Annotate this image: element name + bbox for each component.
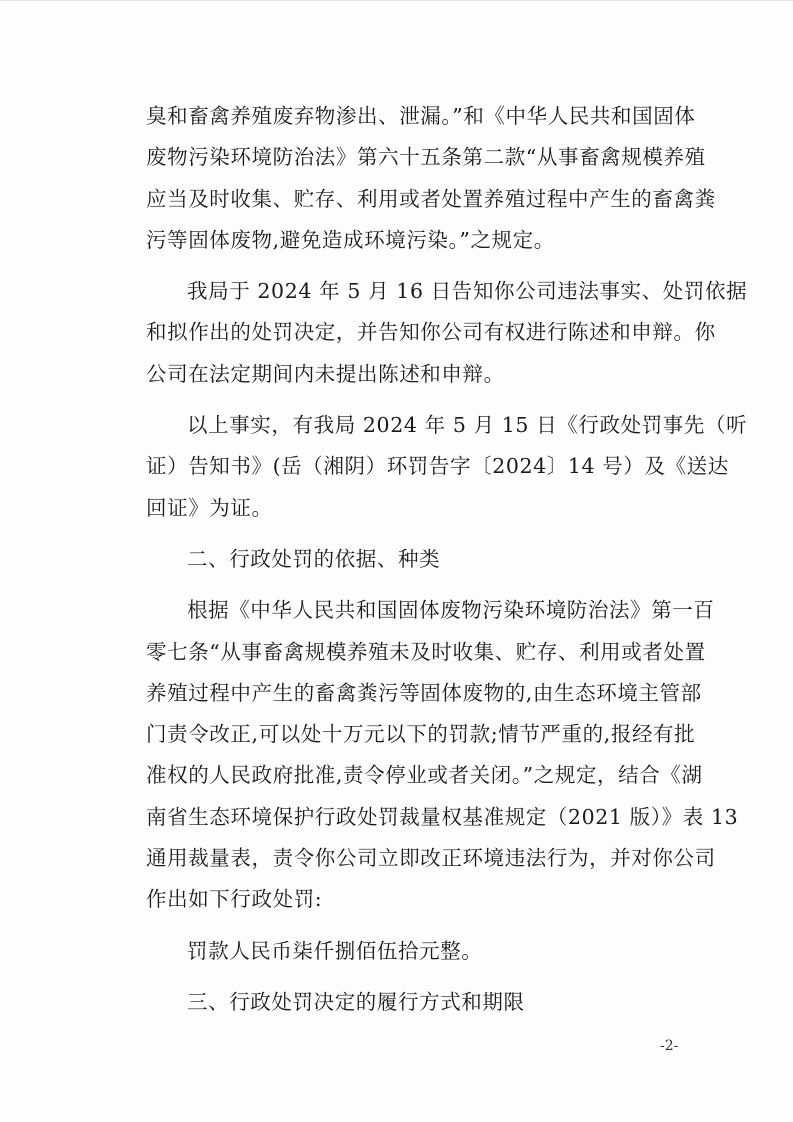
scan-edge-line [0, 0, 793, 11]
text-line: 臭和畜禽养殖废弃物渗出、泄漏。”和《中华人民共和国固体 [146, 104, 696, 128]
text-line: 证）告知书》(岳（湘阴）环罚告字〔2024〕14 号）及《送达 [146, 454, 729, 479]
page-number: -2- [660, 1038, 679, 1054]
text-line: 准权的人民政府批准,责令停业或者关闭。”之规定，结合《湖 [146, 763, 703, 788]
text-line: 应当及时收集、贮存、利用或者处置养殖过程中产生的畜禽粪 [146, 186, 716, 211]
paragraph-notification [146, 271, 748, 395]
text-line: 我局于 2024 年 5 月 16 日告知你公司违法事实、处罚依据 [187, 279, 748, 304]
text-line: 废物污染环境防治法》第六十五条第二款“从事畜禽规模养殖 [146, 145, 706, 170]
text-line: 和拟作出的处罚决定，并告知你公司有权进行陈述和申辩。你 [146, 320, 716, 345]
document-body [146, 96, 748, 1023]
heading-text: 二、行政处罚的依据、种类 [187, 546, 441, 571]
text-line: 回证》为证。 [146, 495, 273, 520]
text-line: 以上事实，有我局 2024 年 5 月 15 日《行政处罚事先（听 [187, 413, 748, 438]
section-heading-penalty-basis [146, 539, 698, 580]
paragraph-fine-amount [146, 931, 698, 972]
text-line: 公司在法定期间内未提出陈述和申辩。 [146, 361, 505, 386]
paragraph-evidence [146, 405, 748, 529]
text-line: 南省生态环境保护行政处罚裁量权基准规定（2021 版）》表 13 [146, 804, 739, 829]
paragraph-law-citation [146, 96, 716, 261]
text-line: 通用裁量表，责令你公司立即改正环境违法行为，并对你公司 [146, 846, 716, 871]
text-line: 污等固体废物,避免造成环境污染。”之规定。 [146, 227, 555, 252]
text-line: 作出如下行政处罚: [146, 887, 323, 912]
heading-text: 三、行政处罚决定的履行方式和期限 [187, 989, 525, 1014]
text-line: 根据《中华人民共和国固体废物污染环境防治法》第一百 [187, 598, 715, 623]
section-heading-performance [146, 982, 698, 1023]
text-line: 零七条“从事畜禽规模养殖未及时收集、贮存、利用或者处置 [146, 639, 706, 664]
paragraph-legal-basis [146, 590, 739, 920]
text-line: 门责令改正,可以处十万元以下的罚款;情节严重的,报经有批 [146, 722, 696, 747]
text-line: 罚款人民币柒仟捌佰伍拾元整。 [187, 938, 483, 963]
text-line: 养殖过程中产生的畜禽粪污等固体废物的,由生态环境主管部 [146, 680, 702, 705]
